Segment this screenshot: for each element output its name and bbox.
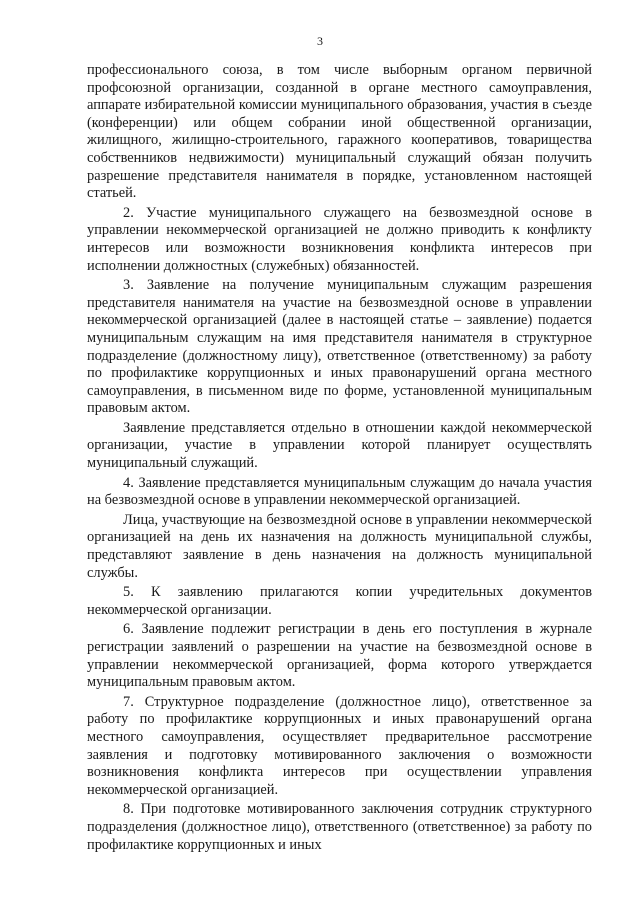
paragraph-continuation: профессионального союза, в том числе выборным органом первичной профсоюзной организации, созданной в органе местного самоуправления, аппарате избирательной комиссии муниципального образования, участия в съезде (конференции) или общем собрании иной общественной организации, жилищного, жилищно-строительного, гаражного кооперативов, товарищества собственников недвижимости) муниципальный служащий обязан получить разрешение представителя нанимателя в порядке, установленном настоящей статьей. xyxy=(87,62,592,202)
document-body xyxy=(87,62,592,856)
paragraph-item-2: 2. Участие муниципального служащего на безвозмездной основе в управлении некоммерческой организацией не должно приводить к конфликту интересов или возможности возникновения конфликта интересов при исполнении должностных (служебных) обязанностей. xyxy=(87,204,592,274)
paragraph-item-3: 3. Заявление на получение муниципальным служащим разрешения представителя нанимателя на участие на безвозмездной основе в управлении некоммерческой организацией (далее в настоящей статье – заявление) подается муниципальным служащим на имя представителя нанимателя в структурное подразделение (должностному лицу), ответственное (ответственному) за работу по профилактике коррупционных и иных правонарушений органа местного самоуправления, в письменном виде по форме, установленной муниципальным правовым актом. xyxy=(87,277,592,417)
paragraph-item-7: 7. Структурное подразделение (должностное лицо), ответственное за работу по профилактике коррупционных и иных правонарушений органа местного самоуправления, осуществляет предварительное рассмотрение заявления и подготовку мотивированного заключения о возможности возникновения конфликта интересов при осуществлении управления некоммерческой организацией. xyxy=(87,693,592,798)
paragraph-item-4: 4. Заявление представляется муниципальным служащим до начала участия на безвозмездной основе в управлении некоммерческой организацией. xyxy=(87,474,592,509)
page-number: 3 xyxy=(317,34,323,48)
paragraph-item-4-note: Лица, участвующие на безвозмездной основе в управлении некоммерческой организацией на день их назначения на должность муниципальной службы, представляют заявление в день назначения на должность муниципальной службы. xyxy=(87,511,592,581)
paragraph-item-3-note: Заявление представляется отдельно в отношении каждой некоммерческой организации, участие в управлении которой планирует осуществлять муниципальный служащий. xyxy=(87,419,592,472)
paragraph-item-6: 6. Заявление подлежит регистрации в день его поступления в журнале регистрации заявлений о разрешении на участие на безвозмездной основе в управлении некоммерческой организацией, форма которого утверждается муниципальным правовым актом. xyxy=(87,621,592,691)
paragraph-item-5: 5. К заявлению прилагаются копии учредительных документов некоммерческой организации. xyxy=(87,584,592,618)
paragraph-item-8: 8. При подготовке мотивированного заключения сотрудник структурного подразделения (должностное лицо), ответственного (ответственное) за работу по профилактике коррупционных и иных xyxy=(87,801,592,853)
